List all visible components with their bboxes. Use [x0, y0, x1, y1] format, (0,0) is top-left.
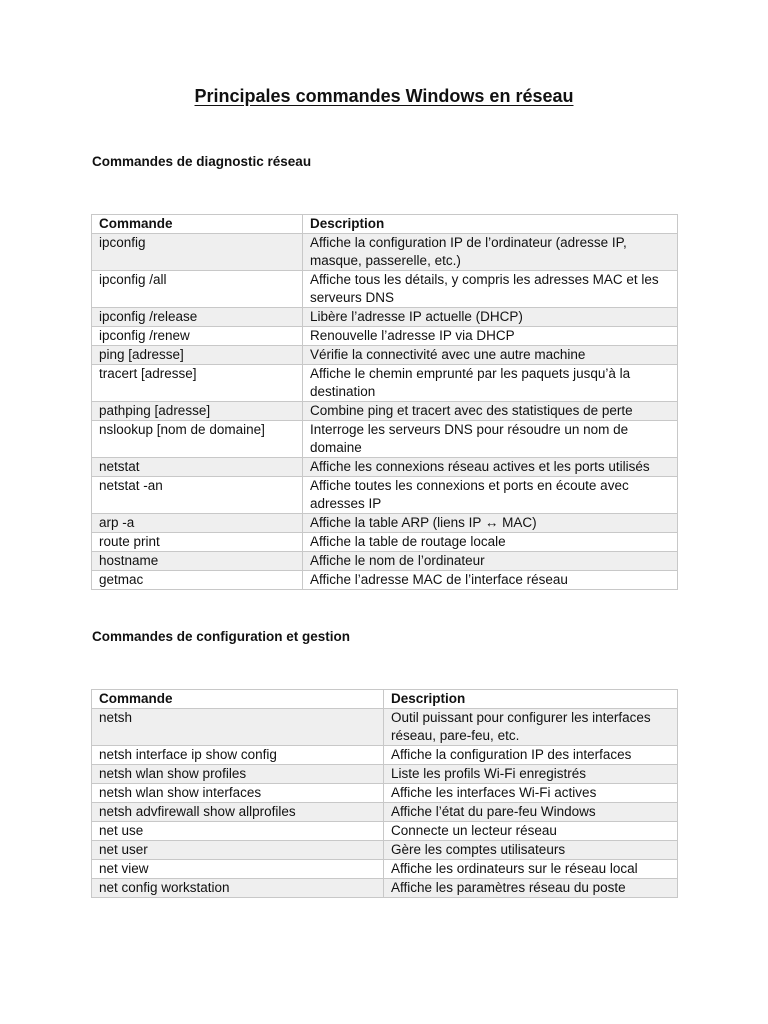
command-cell: pathping [adresse]	[92, 402, 303, 421]
table-row	[92, 879, 678, 898]
table-row	[92, 860, 678, 879]
section-heading-diagnostic: Commandes de diagnostic réseau	[92, 154, 312, 169]
column-header-command: Commande	[92, 690, 384, 709]
command-cell: netsh	[92, 709, 384, 746]
table-row	[92, 234, 678, 271]
table-row	[92, 784, 678, 803]
table-row	[92, 365, 678, 402]
command-cell: netsh wlan show profiles	[92, 765, 384, 784]
command-cell: arp -a	[92, 514, 303, 533]
description-cell: Libère l’adresse IP actuelle (DHCP)	[303, 308, 678, 327]
description-cell: Affiche toutes les connexions et ports en écoute avec adresses IP	[303, 477, 678, 514]
table-row	[92, 709, 678, 746]
table-row	[92, 514, 678, 533]
table-row	[92, 402, 678, 421]
table-row	[92, 822, 678, 841]
description-cell: Affiche la table ARP (liens IP ↔ MAC)	[303, 514, 678, 533]
command-cell: getmac	[92, 571, 303, 590]
command-cell: hostname	[92, 552, 303, 571]
description-cell: Affiche la table de routage locale	[303, 533, 678, 552]
command-cell: net config workstation	[92, 879, 384, 898]
table-header-row	[92, 215, 678, 234]
command-cell: net use	[92, 822, 384, 841]
description-cell: Affiche l’état du pare-feu Windows	[384, 803, 678, 822]
configuration-commands-table	[91, 689, 678, 898]
description-cell: Vérifie la connectivité avec une autre machine	[303, 346, 678, 365]
command-cell: netstat	[92, 458, 303, 477]
table-row	[92, 552, 678, 571]
description-cell: Renouvelle l’adresse IP via DHCP	[303, 327, 678, 346]
diagnostic-commands-table	[91, 214, 678, 590]
description-cell: Connecte un lecteur réseau	[384, 822, 678, 841]
table-header-row	[92, 690, 678, 709]
column-header-description: Description	[384, 690, 678, 709]
table-body	[92, 709, 678, 898]
table-row	[92, 746, 678, 765]
command-cell: tracert [adresse]	[92, 365, 303, 402]
table-body	[92, 234, 678, 590]
command-cell: ipconfig /all	[92, 271, 303, 308]
command-cell: netsh wlan show interfaces	[92, 784, 384, 803]
description-cell: Combine ping et tracert avec des statistiques de perte	[303, 402, 678, 421]
description-cell: Affiche les interfaces Wi-Fi actives	[384, 784, 678, 803]
table-row	[92, 308, 678, 327]
table-row	[92, 271, 678, 308]
description-cell: Affiche les connexions réseau actives et les ports utilisés	[303, 458, 678, 477]
page-title: Principales commandes Windows en réseau	[194, 86, 574, 106]
description-cell: Affiche l’adresse MAC de l’interface réseau	[303, 571, 678, 590]
description-cell: Affiche la configuration IP de l’ordinateur (adresse IP, masque, passerelle, etc.)	[303, 234, 678, 271]
table-row	[92, 346, 678, 365]
column-header-description: Description	[303, 215, 678, 234]
description-cell: Affiche les ordinateurs sur le réseau local	[384, 860, 678, 879]
command-cell: net user	[92, 841, 384, 860]
table-row	[92, 458, 678, 477]
description-cell: Gère les comptes utilisateurs	[384, 841, 678, 860]
command-cell: ipconfig /release	[92, 308, 303, 327]
table-row	[92, 327, 678, 346]
command-cell: ipconfig	[92, 234, 303, 271]
description-cell: Liste les profils Wi-Fi enregistrés	[384, 765, 678, 784]
command-cell: ping [adresse]	[92, 346, 303, 365]
section-heading-configuration: Commandes de configuration et gestion	[92, 629, 351, 644]
table-row	[92, 571, 678, 590]
table-row	[92, 533, 678, 552]
description-cell: Interroge les serveurs DNS pour résoudre un nom de domaine	[303, 421, 678, 458]
description-cell: Affiche le chemin emprunté par les paquets jusqu’à la destination	[303, 365, 678, 402]
command-cell: route print	[92, 533, 303, 552]
table-row	[92, 765, 678, 784]
description-cell: Affiche le nom de l’ordinateur	[303, 552, 678, 571]
command-cell: netsh advfirewall show allprofiles	[92, 803, 384, 822]
description-cell: Affiche la configuration IP des interfaces	[384, 746, 678, 765]
command-cell: netstat -an	[92, 477, 303, 514]
column-header-command: Commande	[92, 215, 303, 234]
command-cell: ipconfig /renew	[92, 327, 303, 346]
table-row	[92, 477, 678, 514]
command-cell: netsh interface ip show config	[92, 746, 384, 765]
description-cell: Affiche les paramètres réseau du poste	[384, 879, 678, 898]
table-row	[92, 803, 678, 822]
table-row	[92, 421, 678, 458]
description-cell: Outil puissant pour configurer les interfaces réseau, pare-feu, etc.	[384, 709, 678, 746]
table-row	[92, 841, 678, 860]
command-cell: nslookup [nom de domaine]	[92, 421, 303, 458]
description-cell: Affiche tous les détails, y compris les adresses MAC et les serveurs DNS	[303, 271, 678, 308]
command-cell: net view	[92, 860, 384, 879]
